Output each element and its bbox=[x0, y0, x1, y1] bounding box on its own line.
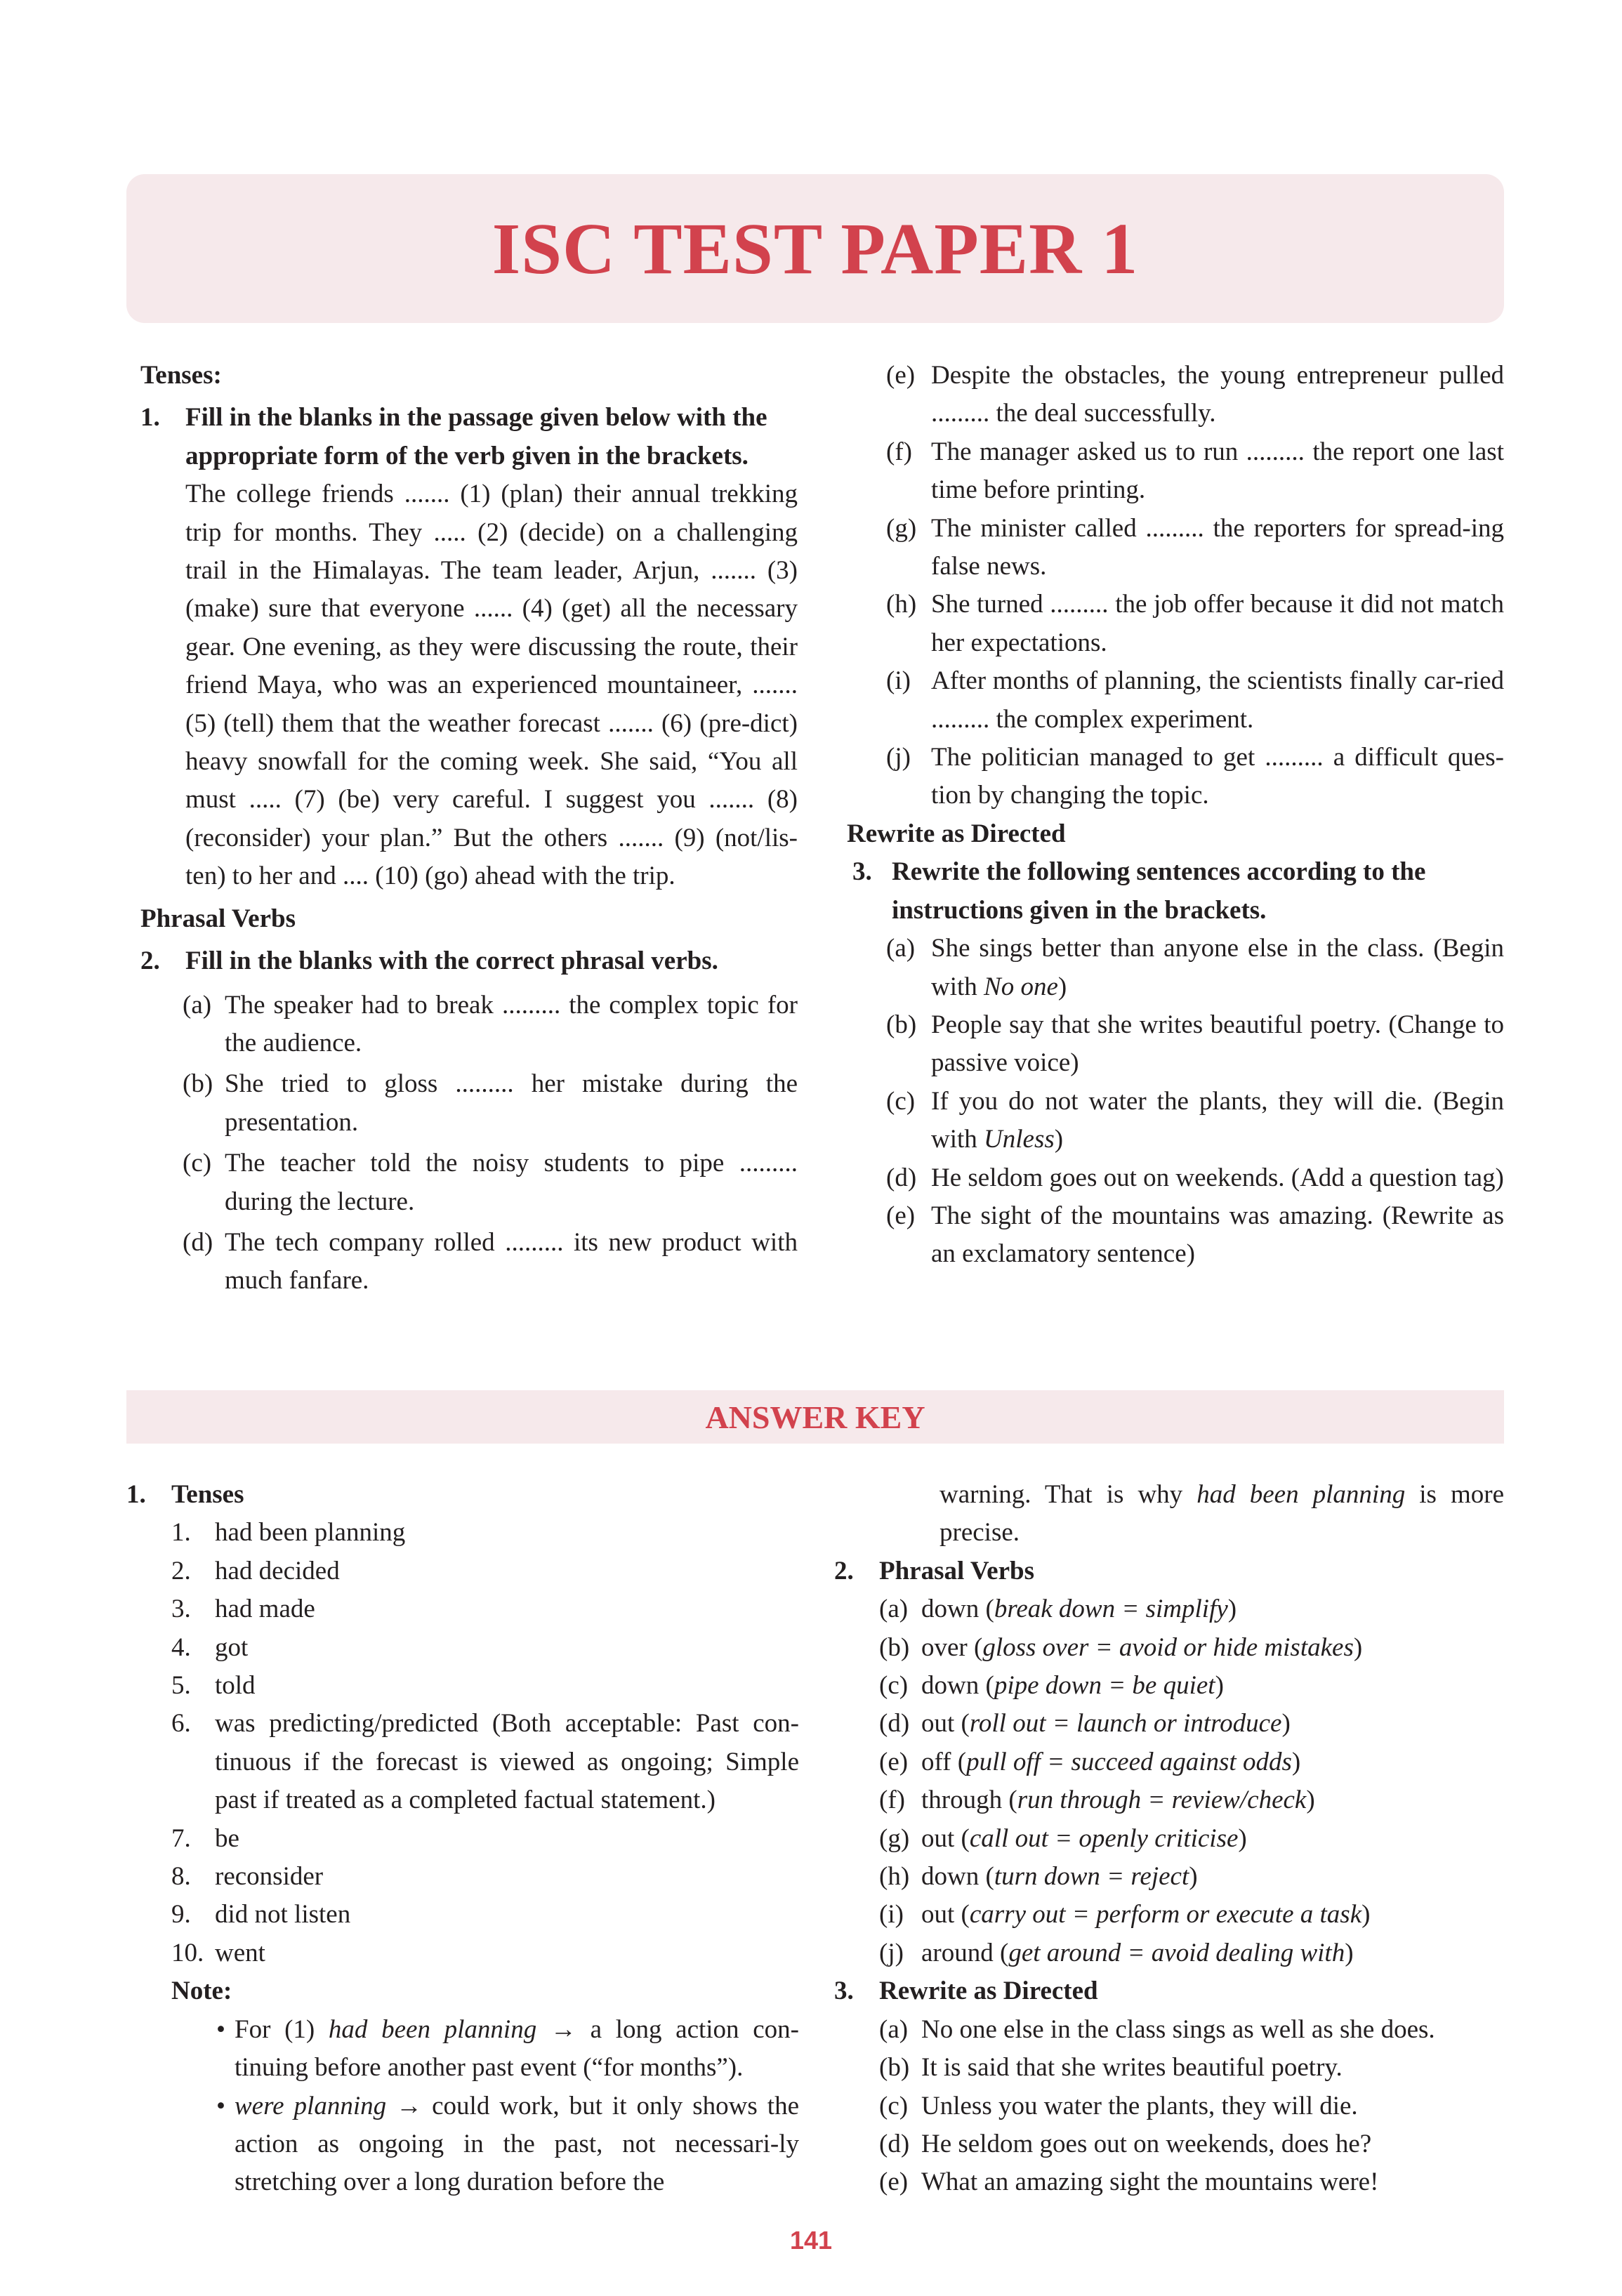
question-1-prompt: 1. Fill in the blanks in the passage given below with the appropriate form of the verb given in the brackets. bbox=[140, 399, 798, 475]
rewrite-answer: (c) Unless you water the plants, they will die. bbox=[879, 2091, 1358, 2120]
question-2-item: (b) She tried to gloss ......... her mistake during the presentation. bbox=[183, 1069, 798, 1137]
question-number: 1. bbox=[140, 403, 160, 433]
question-3-item: (a) She sings better than anyone else in the class. (Begin with No one) bbox=[886, 934, 1504, 1001]
phrasal-answer: (d) out (roll out = launch or introduce) bbox=[879, 1709, 1291, 1739]
rewrite-answer: (d) He seldom goes out on weekends, does he? bbox=[879, 2129, 1372, 2158]
questions-right-column bbox=[847, 357, 1504, 1274]
answer-item: 3. had made bbox=[171, 1595, 315, 1624]
question-2-item: (d) The tech company rolled ......... its new product with much fanfare. bbox=[183, 1227, 798, 1295]
answer-section-rewrite: 3. Rewrite as Directed bbox=[834, 1977, 1098, 2006]
note-label: Note: bbox=[171, 1977, 232, 2006]
answers-left-column bbox=[126, 1476, 799, 2202]
section-heading-tenses: Tenses: bbox=[140, 361, 222, 390]
title-banner bbox=[126, 174, 1504, 323]
answer-key-banner bbox=[126, 1390, 1504, 1444]
answer-item: 4. got bbox=[171, 1632, 249, 1662]
note-bullet: • were planning → could work, but it only shows the action as ongoing in the past, not necessari-ly stretching over a long duration before the bbox=[126, 2087, 799, 2202]
answer-item: 9. did not listen bbox=[171, 1900, 351, 1929]
question-2-item: (e) Despite the obstacles, the young entrepreneur pulled ......... the deal successfully. bbox=[886, 361, 1504, 428]
phrasal-answer: (f) through (run through = review/check) bbox=[879, 1786, 1315, 1815]
note-continuation: warning. That is why had been planning is more precise. bbox=[939, 1480, 1505, 1548]
phrasal-answer: (c) down (pipe down = be quiet) bbox=[879, 1671, 1224, 1701]
question-number: 2. bbox=[140, 946, 160, 976]
rewrite-answer: (b) It is said that she writes beautiful poetry. bbox=[879, 2053, 1343, 2083]
question-1-passage: The college friends ....... (1) (plan) their annual trekking trip for months. They ..... (2) (decide) on a challenging trail in the Himalayas. The team leader, Arjun, ....... (3) (make) sure that everyone ...... (4) (get) all the necessary gear. One evening, as they were discussing the route, their friend Maya, who was an experienced mountaineer, ....... (5) (tell) them that the weather forecast ....... (6) (pre-dict) heavy snowfall for the coming week. She said, “You all must ..... (7) (be) very careful. I suggest you ....... (8) (reconsider) your plan.” But the others ....... (9) (not/lis-ten) to her and .... (10) (go) ahead with the trip. bbox=[185, 480, 798, 891]
section-heading-phrasal: Phrasal Verbs bbox=[140, 904, 296, 933]
phrasal-answer: (h) down (turn down = reject) bbox=[879, 1862, 1198, 1892]
phrasal-answer: (a) down (break down = simplify) bbox=[879, 1595, 1237, 1624]
answer-item: 5. told bbox=[171, 1671, 256, 1701]
question-2-item: (f) The manager asked us to run ......... the report one last time before printing. bbox=[886, 437, 1504, 505]
answer-section-phrasal: 2. Phrasal Verbs bbox=[834, 1556, 1035, 1585]
phrasal-answer: (i) out (carry out = perform or execute a task) bbox=[879, 1900, 1371, 1929]
question-3-item: (c) If you do not water the plants, they will die. (Begin with Unless) bbox=[886, 1086, 1504, 1154]
answer-item: 2. had decided bbox=[171, 1556, 340, 1585]
question-2-item: (c) The teacher told the noisy students to pipe ......... during the lecture. bbox=[183, 1149, 798, 1216]
phrasal-answer: (j) around (get around = avoid dealing with) bbox=[879, 1938, 1354, 1967]
bullet-icon: • bbox=[216, 2014, 225, 2044]
answer-item: 8. reconsider bbox=[171, 1862, 324, 1892]
question-2-prompt: 2. Fill in the blanks with the correct phrasal verbs. bbox=[140, 942, 798, 980]
question-2-item: (h) She turned ......... the job offer because it did not match her expectations. bbox=[886, 590, 1504, 657]
question-number: 3. bbox=[852, 857, 872, 887]
question-2-item: (a) The speaker had to break ......... the complex topic for the audience. bbox=[183, 990, 798, 1057]
page-title: ISC TEST PAPER 1 bbox=[492, 208, 1139, 289]
question-3-item: (b) People say that she writes beautiful poetry. (Change to passive voice) bbox=[886, 1010, 1504, 1078]
answers-right-column bbox=[829, 1476, 1504, 2202]
question-2-item: (j) The politician managed to get ......... a difficult ques-tion by changing the topic. bbox=[886, 743, 1504, 810]
question-3-item: (e) The sight of the mountains was amazing. (Rewrite as an exclamatory sentence) bbox=[886, 1201, 1504, 1269]
page-number: 141 bbox=[789, 2226, 833, 2255]
answer-item: 6. was predicting/predicted (Both acceptable: Past con-tinuous if the forecast is viewed as ongoing; Simple past if treated as a completed factual statement.) bbox=[171, 1709, 799, 1815]
questions-left-column bbox=[140, 357, 798, 1300]
phrasal-answer: (e) off (pull off = succeed against odds) bbox=[879, 1747, 1301, 1776]
answer-item: 1. had been planning bbox=[171, 1518, 406, 1548]
phrasal-answer: (b) over (gloss over = avoid or hide mistakes) bbox=[879, 1632, 1363, 1662]
bullet-icon: • bbox=[216, 2091, 225, 2120]
rewrite-answer: (a) No one else in the class sings as well as she does. bbox=[879, 2014, 1435, 2044]
question-3-prompt: 3. Rewrite the following sentences according to the instructions given in the brackets. bbox=[847, 853, 1504, 930]
answer-key-heading: ANSWER KEY bbox=[705, 1399, 925, 1435]
rewrite-answer: (e) What an amazing sight the mountains were! bbox=[879, 2168, 1379, 2197]
section-heading-rewrite: Rewrite as Directed bbox=[847, 819, 1066, 848]
answer-item: 7. be bbox=[171, 1823, 239, 1853]
question-3-item: (d) He seldom goes out on weekends. (Add a question tag) bbox=[886, 1163, 1504, 1192]
note-bullet: • For (1) had been planning → a long action con-tinuing before another past event (“for months”). bbox=[126, 2011, 799, 2087]
phrasal-answer: (g) out (call out = openly criticise) bbox=[879, 1823, 1247, 1853]
question-2-item: (g) The minister called ......... the reporters for spread-ing false news. bbox=[886, 513, 1504, 581]
answer-item: 10. went bbox=[171, 1938, 265, 1967]
question-2-item: (i) After months of planning, the scientists finally car-ried ......... the complex experiment. bbox=[886, 666, 1504, 734]
answer-section-tenses: 1. Tenses bbox=[126, 1480, 244, 1509]
